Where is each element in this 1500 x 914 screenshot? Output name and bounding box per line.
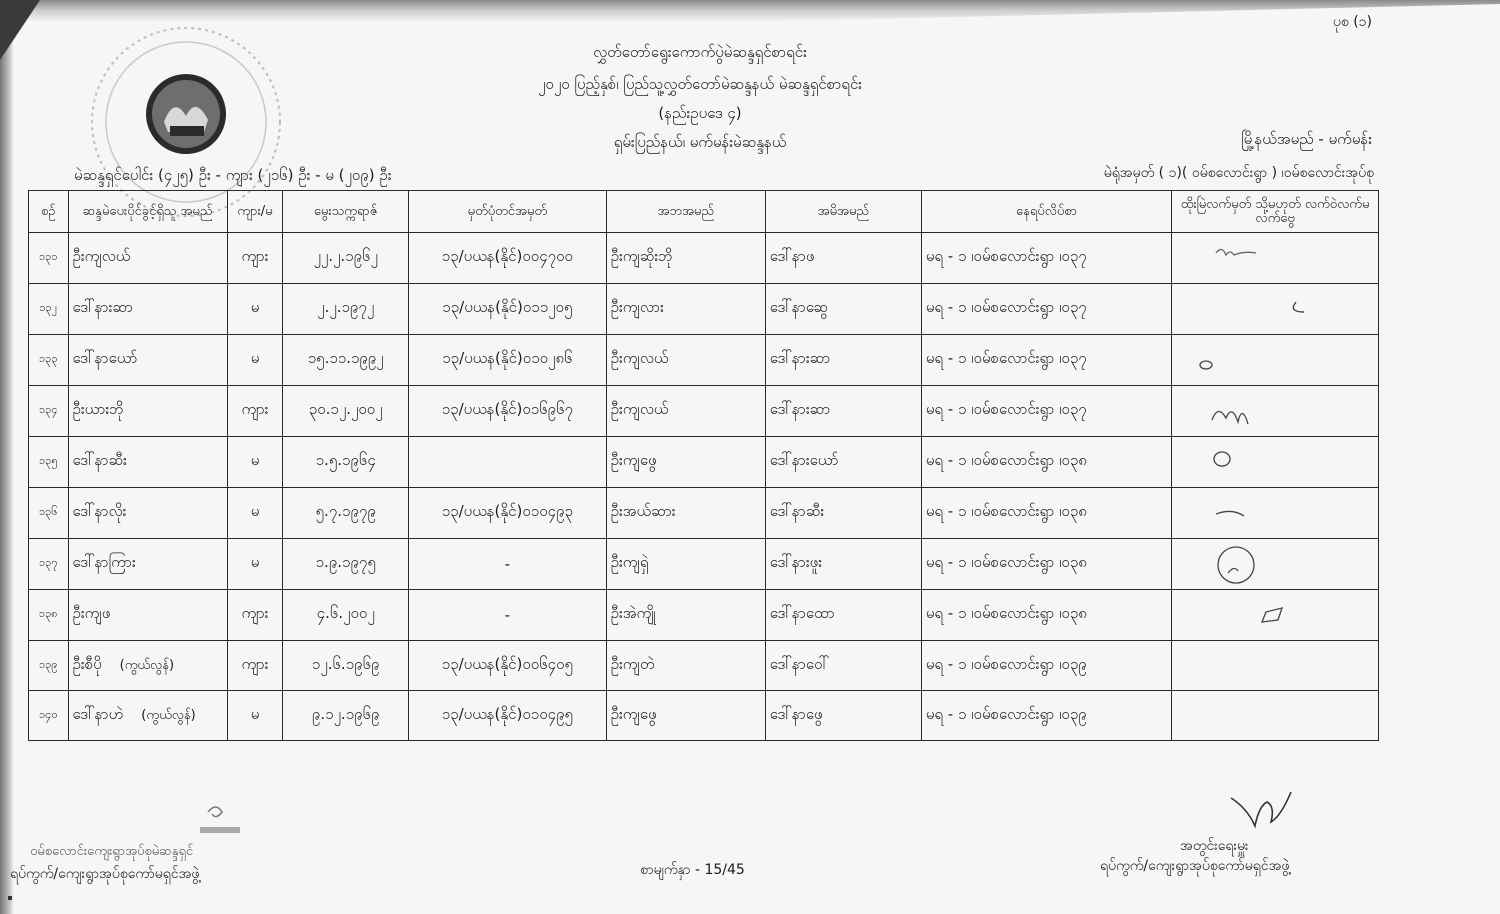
mother-name: ဒေါ်နားယော် xyxy=(765,437,921,488)
col-header-mother: အမိအမည် xyxy=(765,191,921,233)
voter-name xyxy=(68,641,227,691)
signature-cell xyxy=(1172,284,1379,335)
township-name: မြို့နယ်အမည် - မက်မန်း xyxy=(1241,130,1372,148)
father-name: ဦးကျတဲ xyxy=(606,641,765,691)
row-number: ၁၃၂ xyxy=(29,284,69,335)
table-row xyxy=(29,335,1379,386)
col-header-address: နေရပ်လိပ်စာ xyxy=(921,191,1171,233)
signature-cell xyxy=(1172,386,1379,437)
voter-id: - xyxy=(409,590,607,641)
voter-address: မရ - ၁ ၊ဝမ်စလောင်းရွာ ၊၀၃၈ xyxy=(921,539,1171,590)
table-row xyxy=(29,691,1379,741)
signature-mark xyxy=(1176,539,1366,585)
voter-name xyxy=(68,691,227,741)
col-header-id: မှတ်ပုံတင်အမှတ် xyxy=(409,191,607,233)
table-row xyxy=(29,233,1379,284)
father-name: ဦးကျဖွေ xyxy=(606,437,765,488)
voter-dob: ၃၀.၁၂.၂၀၀၂ xyxy=(283,386,409,437)
voter-sex: မ xyxy=(227,488,283,539)
signature-mark xyxy=(1176,233,1366,279)
col-header-dob: မွေးသက္ကရာဇ် xyxy=(283,191,409,233)
scan-dot xyxy=(8,896,12,900)
table-header-row xyxy=(29,191,1379,233)
footer-left-line2: ရပ်ကွက်/ကျေးရွာအုပ်စုကော်မရှင်အဖွဲ့ xyxy=(10,866,200,882)
mother-name: ဒေါ်နားဆာ xyxy=(765,335,921,386)
footer-right-line1: အတွင်းရေးမှူး xyxy=(1180,838,1249,854)
mother-name: ဒေါ်နာဖွေ xyxy=(765,691,921,741)
voter-dob: ၄.၆.၂၀၀၂ xyxy=(283,590,409,641)
signature-mark xyxy=(1176,386,1366,432)
table-row xyxy=(29,488,1379,539)
voter-id: ၁၃/ပယန(နိုင်)၀၁၁၂၀၅ xyxy=(409,284,607,335)
mother-name: ဒေါ်နာဆီး xyxy=(765,488,921,539)
voter-name: ဦးကျလယ် xyxy=(68,233,227,284)
voter-name: ဒေါ်နားဆာ xyxy=(68,284,227,335)
voter-sex: မ xyxy=(227,335,283,386)
signature-cell xyxy=(1172,641,1379,691)
col-header-father: အဘအမည် xyxy=(606,191,765,233)
voter-dob: ၁.၅.၁၉၆၄ xyxy=(283,437,409,488)
signature-cell xyxy=(1172,488,1379,539)
mother-name: ဒေါ်နာဆွေ xyxy=(765,284,921,335)
father-name: ဦးကျဖွေ xyxy=(606,691,765,741)
voter-name-text: ဒေါ်နာဟဲ xyxy=(72,704,124,723)
mother-name: ဒေါ်နာဖ xyxy=(765,233,921,284)
voter-sex: ကျား xyxy=(227,233,283,284)
footer-right-line2: ရပ်ကွက်/ကျေးရွာအုပ်စုကော်မရှင်အဖွဲ့ xyxy=(1100,858,1290,874)
mother-name: ဒေါ်နားဆာ xyxy=(765,386,921,437)
row-number: ၁၃၆ xyxy=(29,488,69,539)
voter-name: ဒေါ်နာလိုး xyxy=(68,488,227,539)
mother-name: ဒေါ်နားဖူး xyxy=(765,539,921,590)
polling-station: မဲရုံအမှတ် ( ၁)( ဝမ်စလောင်းရွာ ) ၊ဝမ်စလောင်းအုပ်စု xyxy=(1103,165,1374,181)
voter-name-text: ဦးစီပို xyxy=(72,654,102,673)
voter-dob: ၁၂.၆.၁၉၆၉ xyxy=(283,641,409,691)
voter-address: မရ - ၁ ၊ဝမ်စလောင်းရွာ ၊၀၃၉ xyxy=(921,641,1171,691)
rule-reference: (နည်းဥပဒေ ၄) xyxy=(658,104,742,122)
voter-address: မရ - ၁ ၊ဝမ်စလောင်းရွာ ၊၀၃၇ xyxy=(921,284,1171,335)
voter-address: မရ - ၁ ၊ဝမ်စလောင်းရွာ ၊၀၃၈ xyxy=(921,590,1171,641)
row-number: ၁၃၇ xyxy=(29,539,69,590)
voter-sex: ကျား xyxy=(227,641,283,691)
stamp-mark xyxy=(198,800,258,840)
voter-name: ဦးကျဖ xyxy=(68,590,227,641)
document-subtitle: ၂၀၂၀ ပြည့်နှစ်၊ ပြည်သူ့လွှတ်တော်မဲဆန္ဒနယ် မဲဆန္ဒရှင်စာရင်း xyxy=(538,75,862,93)
signature-cell xyxy=(1172,539,1379,590)
constituency-heading: ရှမ်းပြည်နယ်၊ မက်မန်းမဲဆန္ဒနယ် xyxy=(613,133,787,151)
table-row xyxy=(29,386,1379,437)
deceased-note: (ကွယ်လွန်) xyxy=(141,707,196,723)
voter-address: မရ - ၁ ၊ဝမ်စလောင်းရွာ ၊၀၃၇ xyxy=(921,386,1171,437)
table-row xyxy=(29,590,1379,641)
voter-list-table xyxy=(28,190,1379,741)
voter-id: ၁၃/ပယန(နိုင်)၀၀၄၇၀၀ xyxy=(409,233,607,284)
father-name: ဦးကျလယ် xyxy=(606,335,765,386)
table-row xyxy=(29,437,1379,488)
signature-cell xyxy=(1172,590,1379,641)
row-number: ၁၃၅ xyxy=(29,437,69,488)
voter-sex: မ xyxy=(227,539,283,590)
document-title: လွှတ်တော်ရွေးကောက်ပွဲမဲဆန္ဒရှင်စာရင်း xyxy=(593,43,807,61)
voter-dob: ၅.၇.၁၉၇၉ xyxy=(283,488,409,539)
footer-left-line1: ဝမ်စလောင်းကျေးရွာအုပ်စုမဲဆန္ဒရှင် xyxy=(30,844,194,859)
voter-address: မရ - ၁ ၊ဝမ်စလောင်းရွာ ၊၀၃၇ xyxy=(921,233,1171,284)
row-number: ၁၃၉ xyxy=(29,641,69,691)
secretary-signature xyxy=(1225,790,1295,840)
voter-id: ၁၃/ပယန(နိုင်)၀၁၀၄၉၃ xyxy=(409,488,607,539)
table-row xyxy=(29,641,1379,691)
father-name: ဦးကျလား xyxy=(606,284,765,335)
col-header-name: ဆန္ဒမဲပေးပိုင်ခွင့်ရှိသူ အမည် xyxy=(68,191,227,233)
voter-counts: မဲဆန္ဒရှင်ပေါင်း (၄၂၅) ဦး - ကျား (၂၁၆) ဦး - မ (၂၀၉) ဦး xyxy=(74,166,392,184)
voter-id: ၁၃/ပယန(နိုင်)၀၀၆၄၀၅ xyxy=(409,641,607,691)
voter-sex: မ xyxy=(227,284,283,335)
voter-address: မရ - ၁ ၊ဝမ်စလောင်းရွာ ၊၀၃၇ xyxy=(921,335,1171,386)
father-name: ဦးကျလယ် xyxy=(606,386,765,437)
voter-name: ဦးယားဘို xyxy=(68,386,227,437)
mother-name: ဒေါ်နာထော xyxy=(765,590,921,641)
signature-mark xyxy=(1176,590,1366,636)
voter-address: မရ - ၁ ၊ဝမ်စလောင်းရွာ ၊၀၃၈ xyxy=(921,488,1171,539)
row-number: ၁၃၃ xyxy=(29,335,69,386)
col-header-signature: ထိုးမြဲလက်မှတ် သို့မဟုတ် လက်ဝဲလက်မ လက်ဗွေ xyxy=(1172,191,1379,233)
signature-cell xyxy=(1172,335,1379,386)
voter-dob: ၂၂.၂.၁၉၆၂ xyxy=(283,233,409,284)
voter-dob: ၉.၁၂.၁၉၆၉ xyxy=(283,691,409,741)
table-row xyxy=(29,539,1379,590)
voter-sex: မ xyxy=(227,691,283,741)
row-number: ၁၃၁ xyxy=(29,233,69,284)
row-number: ၁၃၄ xyxy=(29,386,69,437)
signature-mark xyxy=(1176,284,1366,330)
voter-id: ၁၃/ပယန(နိုင်)၀၁၀၄၉၅ xyxy=(409,691,607,741)
voter-sex: ကျား xyxy=(227,386,283,437)
father-name: ဦးကျဆိုးဘို xyxy=(606,233,765,284)
voter-id: ၁၃/ပယန(နိုင်)၀၁၆၉၆၇ xyxy=(409,386,607,437)
row-number: ၁၃၈ xyxy=(29,590,69,641)
signature-cell xyxy=(1172,437,1379,488)
signature-mark xyxy=(1176,335,1366,381)
page-number: ပုစ (၁) xyxy=(1332,14,1372,30)
voter-address: မရ - ၁ ၊ဝမ်စလောင်းရွာ ၊၀၃၈ xyxy=(921,437,1171,488)
signature-mark xyxy=(1176,437,1366,483)
voter-dob: ၂.၂.၁၉၇၂ xyxy=(283,284,409,335)
voter-sex: ကျား xyxy=(227,590,283,641)
voter-id: - xyxy=(409,539,607,590)
scan-shadow xyxy=(0,0,1500,22)
signature-cell xyxy=(1172,233,1379,284)
father-name: ဦးအဲကျို xyxy=(606,590,765,641)
voter-sex: မ xyxy=(227,437,283,488)
voter-name: ဒေါ်နာယော် xyxy=(68,335,227,386)
voter-name: ဒေါ်နာကြား xyxy=(68,539,227,590)
voter-dob: ၁.၉.၁၉၇၅ xyxy=(283,539,409,590)
voter-dob: ၁၅.၁၁.၁၉၉၂ xyxy=(283,335,409,386)
voter-address: မရ - ၁ ၊ဝမ်စလောင်းရွာ ၊၀၃၉ xyxy=(921,691,1171,741)
father-name: ဦးကျရှဲ xyxy=(606,539,765,590)
voter-id: ၁၃/ပယန(နိုင်)၀၁၀၂၈၆ xyxy=(409,335,607,386)
table-row xyxy=(29,284,1379,335)
col-header-sex: ကျား/မ xyxy=(227,191,283,233)
father-name: ဦးအယ်ဆား xyxy=(606,488,765,539)
signature-mark xyxy=(1176,488,1366,534)
signature-cell xyxy=(1172,691,1379,741)
page-label: စာမျက်နှာ - 15/45 xyxy=(640,862,745,878)
voter-id xyxy=(409,437,607,488)
col-header-no: စဉ် xyxy=(29,191,69,233)
mother-name: ဒေါ်နာဝေါ် xyxy=(765,641,921,691)
deceased-note: (ကွယ်လွန်) xyxy=(119,657,175,673)
voter-name: ဒေါ်နာဆီး xyxy=(68,437,227,488)
row-number: ၁၄၀ xyxy=(29,691,69,741)
